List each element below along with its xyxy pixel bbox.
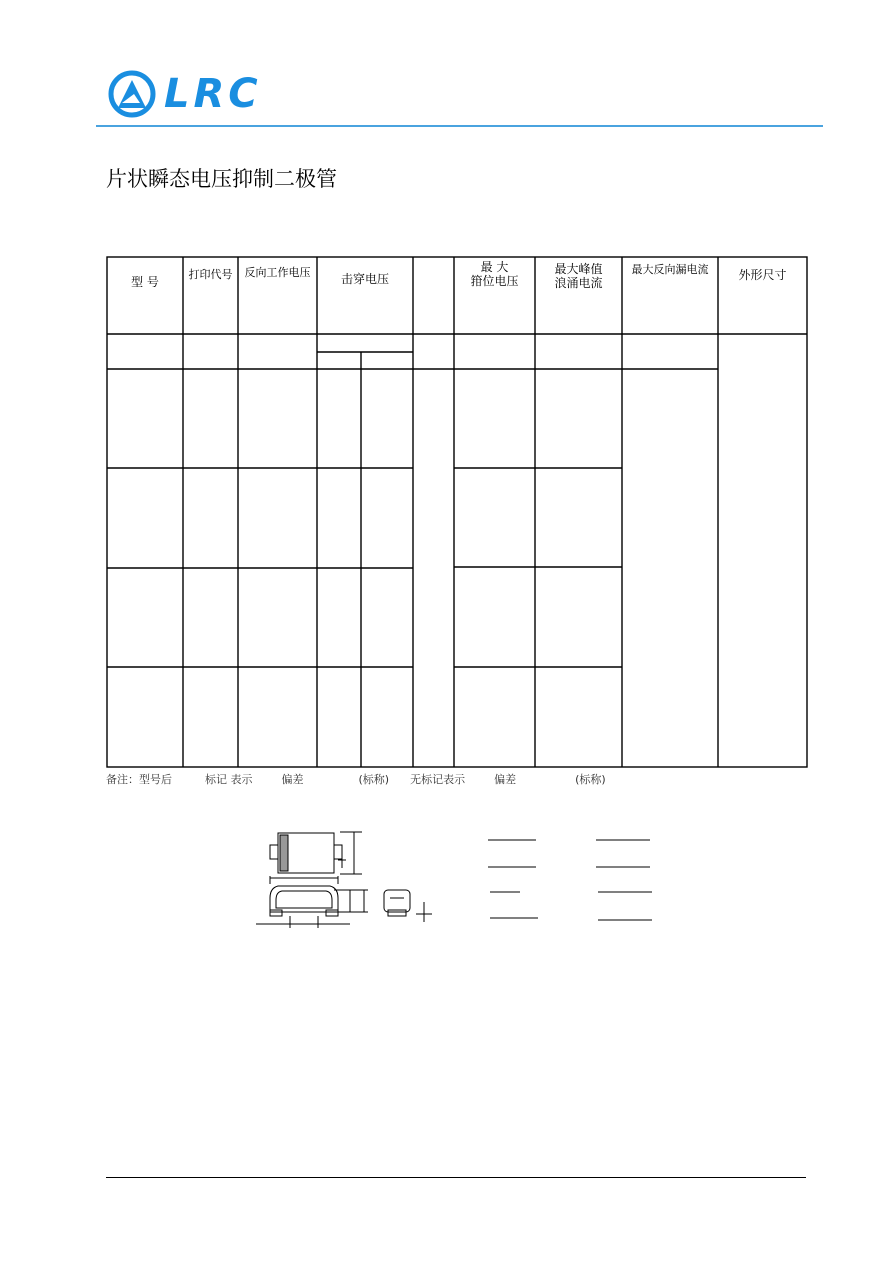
note-part3: (标称) [358, 773, 390, 786]
header-surge-line1: 最大峰值 [554, 262, 603, 276]
note-part5: 偏差 [494, 773, 517, 786]
header-leakage: 最大反向漏电流 [631, 263, 709, 276]
page-title: 片状瞬态电压抑制二极管 [106, 167, 337, 191]
header-clamp-line1: 最 大 [480, 260, 509, 274]
header-breakdown-voltage: 击穿电压 [340, 272, 389, 286]
note-part1: 标记 表示 [205, 773, 253, 786]
note-prefix: 备注：型号后 [106, 773, 172, 786]
header-model: 型 号 [131, 275, 159, 289]
note-part6: (标称) [575, 773, 606, 786]
dimension-table-lines [480, 830, 670, 930]
smd-package-outline-icon [250, 828, 440, 932]
note-part2: 偏差 [281, 773, 304, 786]
header-marking: 打印代号 [188, 268, 233, 281]
brand-name: LRC [164, 71, 262, 117]
header-outline: 外形尺寸 [738, 268, 787, 282]
header-clamp-line2: 箝位电压 [470, 274, 519, 288]
note-part4: 无标记表示 [410, 773, 466, 786]
footer-divider [106, 1177, 806, 1178]
header-reverse-voltage: 反向工作电压 [244, 266, 311, 279]
header-surge-line2: 浪涌电流 [554, 276, 603, 290]
table-footnote [106, 771, 606, 787]
